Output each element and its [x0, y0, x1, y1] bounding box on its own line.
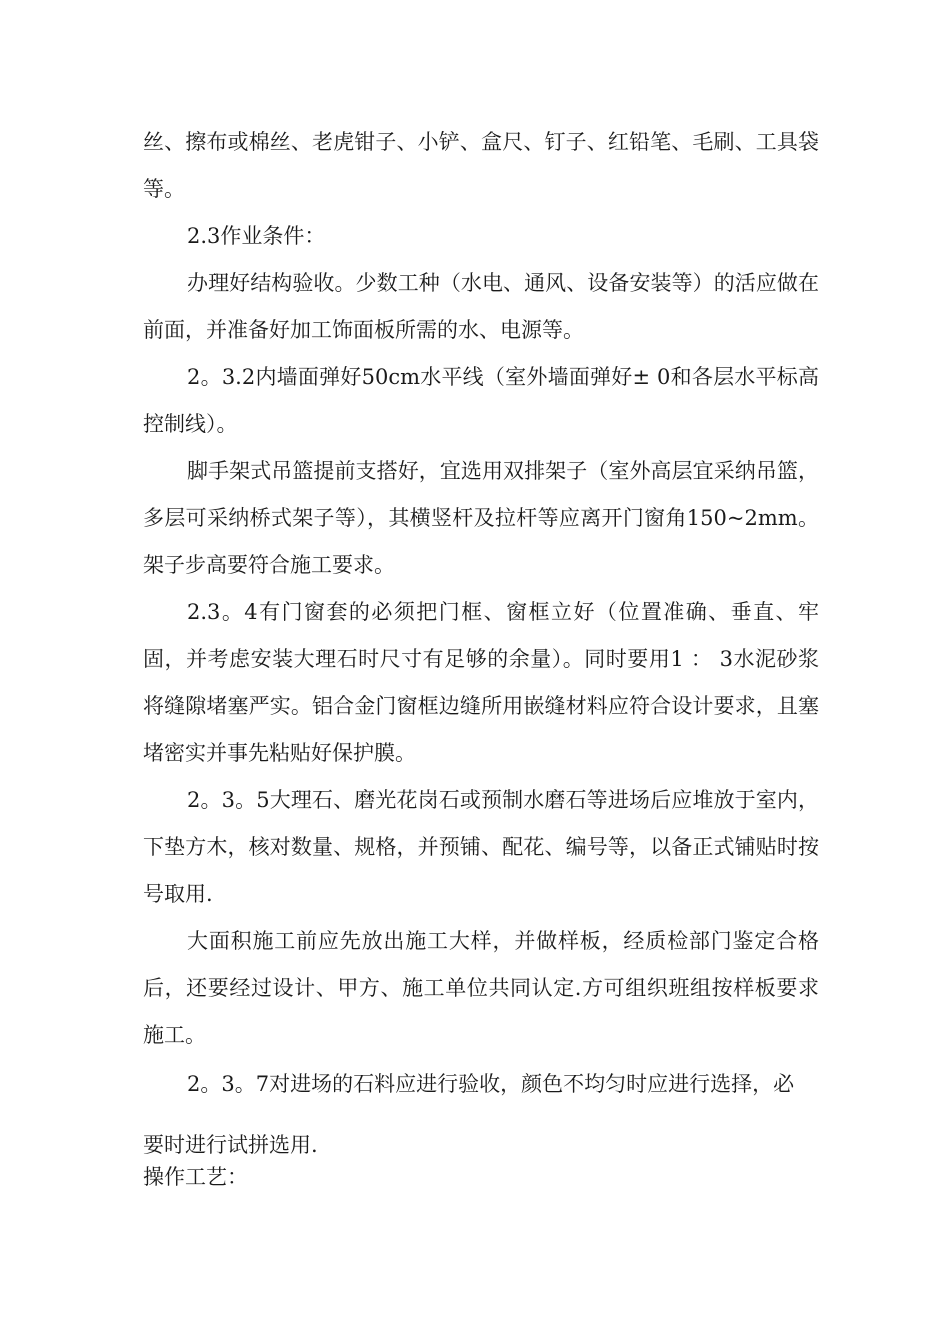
- paragraph-trial-selection: 要时进行试拼选用.: [143, 1133, 318, 1157]
- section-heading-work-conditions: 2.3作业条件：: [187, 224, 326, 248]
- paragraph-door-window-frames: 2.3。4有门窗套的必须把门框、窗框立好（位置准确、垂直、牢固，并考虑安装大理石时尺寸有足够的余量）。同时要用1 ： 3水泥砂浆将缝隙堵塞严实。铝合金门窗框边缝所用嵌缝材料应符合设计要求，且塞堵密实并事先粘贴好保护膜。: [143, 600, 819, 765]
- paragraph-structure-acceptance: 办理好结构验收。少数工种（水电、通风、设备安装等）的活应做在前面，并准备好加工饰面板所需的水、电源等。: [143, 271, 819, 342]
- paragraph-tools-list: 丝、擦布或棉丝、老虎钳子、小铲、盒尺、钉子、红铅笔、毛刷、工具袋等。: [143, 130, 819, 201]
- paragraph-stone-inspection: 2。3。7对进场的石料应进行验收，颜色不均匀时应进行选择，必: [187, 1072, 795, 1096]
- paragraph-level-line: 2。3.2内墙面弹好50cm水平线（室外墙面弹好± 0和各层水平标高控制线）。: [143, 365, 819, 436]
- paragraph-scaffolding: 脚手架式吊篮提前支搭好，宜选用双排架子（室外高层宜采纳吊篮，多层可采纳桥式架子等），其横竖杆及拉杆等应离开门窗角150~2mm。架子步高要符合施工要求。: [143, 459, 819, 577]
- document-body: [143, 119, 819, 1108]
- document-body-tail: [143, 1129, 819, 1193]
- paragraph-sample-board: 大面积施工前应先放出施工大样，并做样板，经质检部门鉴定合格后，还要经过设计、甲方、施工单位共同认定.方可组织班组按样板要求施工。: [143, 929, 819, 1047]
- section-heading-operation-process: 操作工艺：: [143, 1165, 248, 1189]
- paragraph-stone-storage: 2。3。5大理石、磨光花岗石或预制水磨石等进场后应堆放于室内，下垫方木，核对数量、规格，并预铺、配花、编号等，以备正式铺贴时按号取用.: [143, 788, 819, 906]
